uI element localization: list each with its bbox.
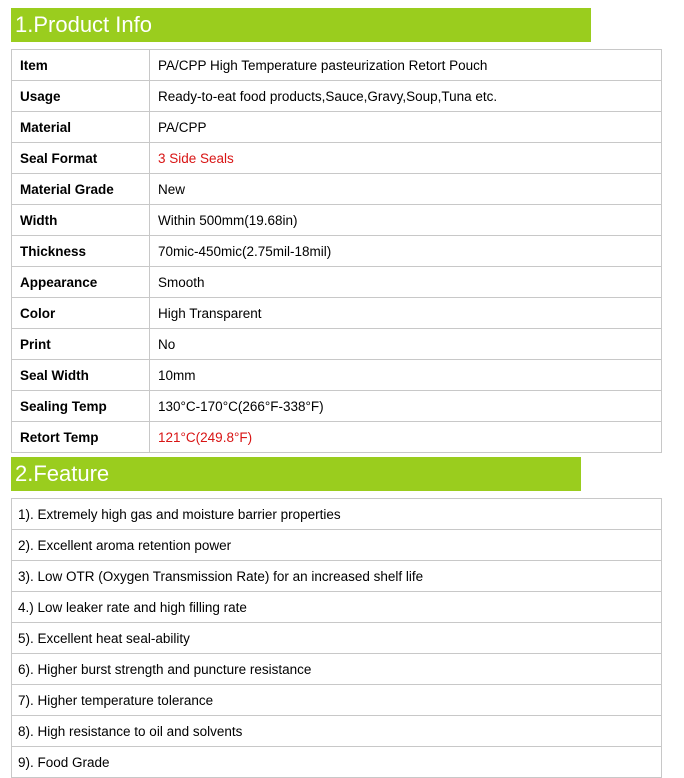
feature-text: 7). Higher temperature tolerance [12,685,662,716]
spec-value: Ready-to-eat food products,Sauce,Gravy,Soup,Tuna etc. [150,81,662,112]
product-info-table [11,49,662,453]
spec-label: Retort Temp [12,422,150,453]
spec-label: Width [12,205,150,236]
feature-text: 3). Low OTR (Oxygen Transmission Rate) for an increased shelf life [12,561,662,592]
table-row [12,360,662,391]
table-row [12,112,662,143]
list-item [12,499,662,530]
spec-value: 10mm [150,360,662,391]
feature-text: 8). High resistance to oil and solvents [12,716,662,747]
spec-label: Appearance [12,267,150,298]
feature-heading: 2.Feature [11,457,581,491]
feature-text: 4.) Low leaker rate and high filling rate [12,592,662,623]
spec-value: 121°C(249.8°F) [150,422,662,453]
spec-value: New [150,174,662,205]
spec-value: PA/CPP [150,112,662,143]
table-row [12,422,662,453]
list-item [12,530,662,561]
spec-label: Color [12,298,150,329]
table-row [12,267,662,298]
feature-text: 1). Extremely high gas and moisture barrier properties [12,499,662,530]
spec-label: Sealing Temp [12,391,150,422]
product-info-heading: 1.Product Info [11,8,591,42]
list-item [12,561,662,592]
list-item [12,592,662,623]
table-row [12,205,662,236]
feature-text: 6). Higher burst strength and puncture resistance [12,654,662,685]
spec-value: 3 Side Seals [150,143,662,174]
list-item [12,685,662,716]
list-item [12,654,662,685]
table-row [12,329,662,360]
spec-label: Item [12,50,150,81]
table-row [12,50,662,81]
table-row [12,298,662,329]
list-item [12,747,662,778]
spec-label: Material [12,112,150,143]
spec-value: 70mic-450mic(2.75mil-18mil) [150,236,662,267]
feature-table-body [12,499,662,778]
spec-label: Print [12,329,150,360]
table-row [12,236,662,267]
product-info-table-body [12,50,662,453]
spec-value: Smooth [150,267,662,298]
spec-label: Thickness [12,236,150,267]
feature-text: 2). Excellent aroma retention power [12,530,662,561]
spec-value: No [150,329,662,360]
table-row [12,143,662,174]
table-row [12,174,662,205]
spec-value: 130°C-170°C(266°F-338°F) [150,391,662,422]
spec-label: Seal Format [12,143,150,174]
spec-label: Seal Width [12,360,150,391]
spec-label: Material Grade [12,174,150,205]
spec-value: High Transparent [150,298,662,329]
feature-table [11,498,662,778]
feature-text: 9). Food Grade [12,747,662,778]
table-row [12,391,662,422]
spec-value: PA/CPP High Temperature pasteurization Retort Pouch [150,50,662,81]
feature-text: 5). Excellent heat seal-ability [12,623,662,654]
spec-value: Within 500mm(19.68in) [150,205,662,236]
list-item [12,623,662,654]
table-row [12,81,662,112]
spec-label: Usage [12,81,150,112]
list-item [12,716,662,747]
